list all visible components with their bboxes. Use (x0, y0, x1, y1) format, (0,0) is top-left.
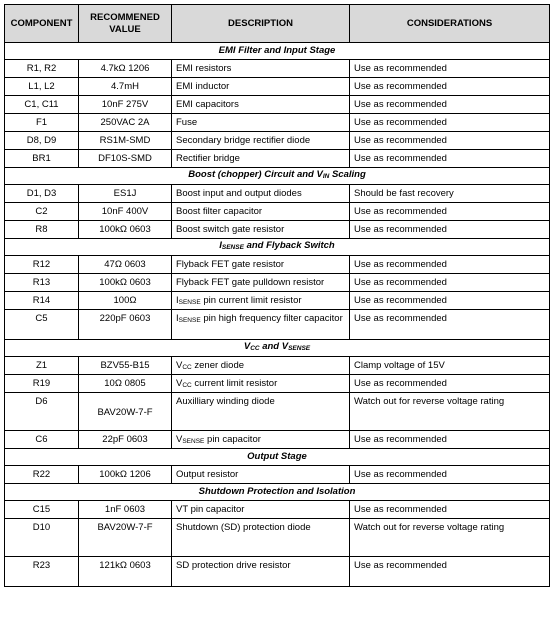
cell-description: Boost switch gate resistor (172, 221, 350, 239)
cell-component: R14 (5, 292, 79, 310)
cell-component: R12 (5, 256, 79, 274)
cell-description: Output resistor (172, 466, 350, 484)
cell-description (172, 431, 350, 449)
desc-subscript: SENSE (178, 299, 201, 306)
cell-considerations: Use as recommended (350, 557, 550, 587)
cell-value: 22pF 0603 (79, 431, 172, 449)
table-row (5, 132, 550, 150)
cell-component: R1, R2 (5, 60, 79, 78)
cell-component: C5 (5, 310, 79, 340)
section-title-vcc (5, 340, 550, 357)
cell-description (172, 357, 350, 375)
cell-considerations: Use as recommended (350, 114, 550, 132)
component-table (4, 4, 550, 587)
cell-component: R19 (5, 375, 79, 393)
cell-component: C6 (5, 431, 79, 449)
cell-value: 4.7mH (79, 78, 172, 96)
cell-component: Z1 (5, 357, 79, 375)
section-title-shutdown: Shutdown Protection and Isolation (5, 484, 550, 501)
cell-description: SD protection drive resistor (172, 557, 350, 587)
desc-text: V (176, 378, 183, 389)
cell-considerations: Use as recommended (350, 375, 550, 393)
cell-value: DF10S-SMD (79, 150, 172, 168)
cell-value: 4.7kΩ 1206 (79, 60, 172, 78)
cell-component: D10 (5, 519, 79, 557)
cell-component: R8 (5, 221, 79, 239)
cell-description: EMI capacitors (172, 96, 350, 114)
desc-text: current limit resistor (191, 378, 278, 389)
desc-subscript: SENSE (178, 317, 201, 324)
desc-text: I (176, 295, 179, 306)
section-row-emi (5, 43, 550, 60)
header-row (5, 5, 550, 43)
cell-value: 10nF 400V (79, 203, 172, 221)
table-row (5, 221, 550, 239)
cell-considerations: Use as recommended (350, 256, 550, 274)
cell-considerations: Clamp voltage of 15V (350, 357, 550, 375)
table-row (5, 431, 550, 449)
section-text: and V (259, 341, 289, 352)
cell-considerations: Use as recommended (350, 431, 550, 449)
cell-value: 220pF 0603 (79, 310, 172, 340)
desc-text: pin capacitor (204, 434, 261, 445)
cell-considerations: Use as recommended (350, 274, 550, 292)
section-row-vcc (5, 340, 550, 357)
cell-considerations: Use as recommended (350, 501, 550, 519)
cell-value: 250VAC 2A (79, 114, 172, 132)
cell-description: EMI resistors (172, 60, 350, 78)
section-row-shutdown (5, 484, 550, 501)
cell-considerations: Use as recommended (350, 132, 550, 150)
section-row-boost (5, 168, 550, 185)
cell-value: 100kΩ 1206 (79, 466, 172, 484)
section-subscript: SENSE (288, 345, 311, 352)
table-row (5, 292, 550, 310)
cell-description: EMI inductor (172, 78, 350, 96)
cell-component: F1 (5, 114, 79, 132)
cell-considerations: Watch out for reverse voltage rating (350, 393, 550, 431)
table-row (5, 150, 550, 168)
cell-considerations: Use as recommended (350, 78, 550, 96)
cell-value: BZV55-B15 (79, 357, 172, 375)
section-row-output (5, 449, 550, 466)
desc-subscript: SENSE (182, 438, 205, 445)
cell-value: BAV20W-7-F (79, 519, 172, 557)
header-considerations: CONSIDERATIONS (350, 5, 550, 43)
section-title-output: Output Stage (5, 449, 550, 466)
cell-considerations: Use as recommended (350, 60, 550, 78)
section-title-boost (5, 168, 550, 185)
table-row (5, 466, 550, 484)
cell-component: D6 (5, 393, 79, 431)
section-text: Boost (chopper) Circuit and V (188, 169, 323, 180)
cell-value: 100kΩ 0603 (79, 274, 172, 292)
section-title-isense (5, 239, 550, 256)
table-row (5, 60, 550, 78)
cell-considerations: Should be fast recovery (350, 185, 550, 203)
table-row (5, 557, 550, 587)
cell-value: 100Ω (79, 292, 172, 310)
cell-description: Boost filter capacitor (172, 203, 350, 221)
header-recommended-label: RECOMMENED (90, 11, 160, 23)
header-description: DESCRIPTION (172, 5, 350, 43)
section-text: Scaling (329, 169, 366, 180)
cell-description: Boost input and output diodes (172, 185, 350, 203)
table-row (5, 393, 550, 431)
cell-value: 121kΩ 0603 (79, 557, 172, 587)
table-row (5, 357, 550, 375)
cell-description (172, 292, 350, 310)
cell-value: RS1M-SMD (79, 132, 172, 150)
desc-text: V (176, 360, 183, 371)
cell-value: 1nF 0603 (79, 501, 172, 519)
table-row (5, 375, 550, 393)
table-row (5, 96, 550, 114)
table-row (5, 203, 550, 221)
cell-description: Rectifier bridge (172, 150, 350, 168)
cell-component: BR1 (5, 150, 79, 168)
cell-value: ES1J (79, 185, 172, 203)
section-row-isense (5, 239, 550, 256)
desc-text: zener diode (191, 360, 245, 371)
section-subscript: IN (322, 173, 330, 180)
cell-description: Shutdown (SD) protection diode (172, 519, 350, 557)
cell-component: C15 (5, 501, 79, 519)
section-title-emi: EMI Filter and Input Stage (5, 43, 550, 60)
desc-text: I (176, 313, 179, 324)
table-row (5, 185, 550, 203)
cell-value: 100kΩ 0603 (79, 221, 172, 239)
table-row (5, 501, 550, 519)
cell-component: C1, C11 (5, 96, 79, 114)
section-subscript: SENSE (221, 244, 244, 251)
header-recommended-value (79, 5, 172, 43)
cell-description: Flyback FET gate pulldown resistor (172, 274, 350, 292)
cell-considerations: Use as recommended (350, 221, 550, 239)
table-row (5, 274, 550, 292)
cell-description (172, 375, 350, 393)
table-row (5, 310, 550, 340)
cell-considerations: Use as recommended (350, 150, 550, 168)
desc-subscript: CC (182, 364, 192, 371)
cell-description: Fuse (172, 114, 350, 132)
cell-value: 47Ω 0603 (79, 256, 172, 274)
cell-description: Auxilliary winding diode (172, 393, 350, 431)
cell-description: VT pin capacitor (172, 501, 350, 519)
cell-considerations: Use as recommended (350, 203, 550, 221)
cell-value: 10nF 275V (79, 96, 172, 114)
desc-text: pin current limit resistor (200, 295, 302, 306)
cell-considerations: Use as recommended (350, 292, 550, 310)
cell-component: D1, D3 (5, 185, 79, 203)
cell-description (172, 310, 350, 340)
section-text: I (219, 240, 222, 251)
cell-considerations: Use as recommended (350, 96, 550, 114)
cell-value-text: BAV20W-7-F (97, 407, 153, 418)
header-value-label: VALUE (109, 23, 141, 35)
cell-value: 10Ω 0805 (79, 375, 172, 393)
section-text: V (243, 341, 251, 352)
table-row (5, 78, 550, 96)
cell-component: R22 (5, 466, 79, 484)
table-row (5, 114, 550, 132)
table-row (5, 519, 550, 557)
component-table-container (4, 4, 550, 587)
cell-considerations: Use as recommended (350, 466, 550, 484)
cell-component: D8, D9 (5, 132, 79, 150)
desc-text: V (176, 434, 183, 445)
desc-subscript: CC (182, 382, 192, 389)
cell-component: L1, L2 (5, 78, 79, 96)
cell-description: Secondary bridge rectifier diode (172, 132, 350, 150)
cell-description: Flyback FET gate resistor (172, 256, 350, 274)
cell-component: C2 (5, 203, 79, 221)
header-component: COMPONENT (5, 5, 79, 43)
cell-considerations: Use as recommended (350, 310, 550, 340)
cell-value (79, 393, 172, 431)
table-row (5, 256, 550, 274)
desc-text: pin high frequency filter capacitor (200, 313, 343, 324)
cell-component: R23 (5, 557, 79, 587)
cell-component: R13 (5, 274, 79, 292)
section-subscript: CC (250, 345, 260, 352)
section-text: and Flyback Switch (243, 240, 335, 251)
cell-considerations: Watch out for reverse voltage rating (350, 519, 550, 557)
